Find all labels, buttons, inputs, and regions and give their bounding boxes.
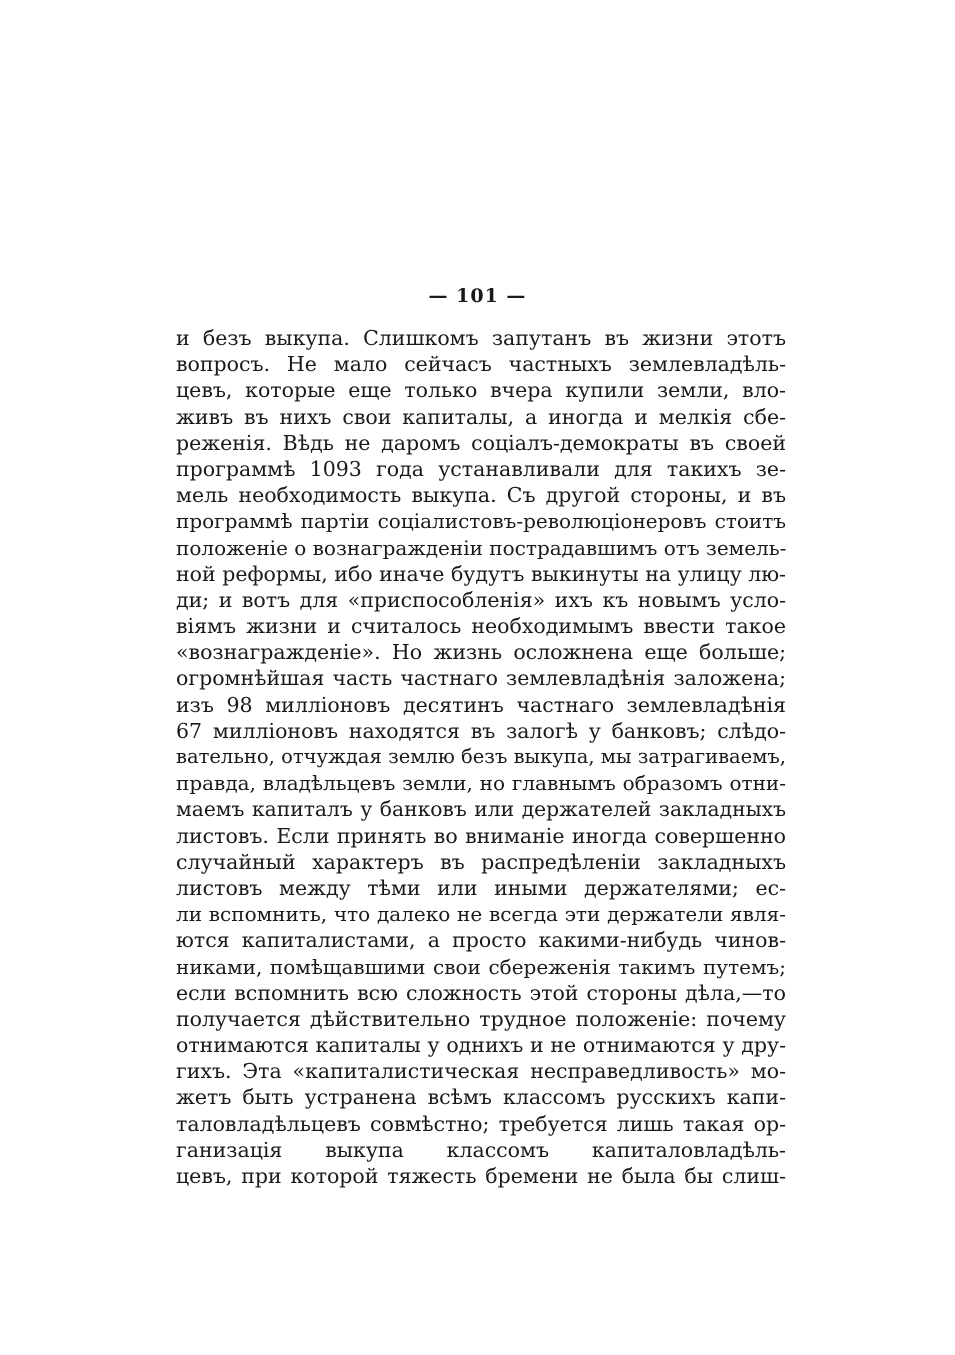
- text-line: таловладѣльцевъ совмѣстно; требуется лишь такая ор-: [176, 1111, 786, 1136]
- text-line: ганизація выкупа классомъ капиталовладѣль-: [176, 1137, 786, 1162]
- text-line: гихъ. Эта «капиталистическая несправедливость» мо-: [176, 1059, 786, 1084]
- text-line: отнимаются капиталы у однихъ и не отнимаются у дру-: [176, 1033, 786, 1058]
- text-line: маемъ капиталъ у банковъ или держателей закладныхъ: [176, 797, 786, 822]
- body-text: [176, 325, 786, 1189]
- text-line: цевъ, при которой тяжесть бремени не была бы слиш-: [176, 1164, 786, 1188]
- text-line: никами, помѣщавшими свои сбереженія такимъ путемъ;: [176, 954, 786, 979]
- page-number: — 101 —: [428, 285, 527, 307]
- text-line: ной реформы, ибо иначе будутъ выкинуты на улицу лю-: [176, 561, 786, 586]
- text-line: ются капиталистами, а просто какими-нибудь чинов-: [176, 928, 786, 953]
- text-line: мель необходимость выкупа. Съ другой стороны, и въ: [176, 483, 786, 508]
- text-line: изъ 98 милліоновъ десятинъ частнаго землевладѣнія: [176, 692, 786, 717]
- text-line: листовъ между тѣми или иными держателями; ес-: [176, 875, 786, 900]
- text-line: программѣ 1093 года устанавливали для такихъ зе-: [176, 456, 786, 481]
- text-line: программѣ партіи соціалистовъ-революціонеровъ стоитъ: [176, 509, 786, 534]
- text-line: огромнѣйшая часть частнаго землевладѣнія заложена;: [176, 666, 786, 691]
- text-line: если вспомнить всю сложность этой стороны дѣла,—то: [176, 980, 786, 1005]
- text-line: «вознагражденіе». Но жизнь осложнена еще больше;: [176, 640, 786, 665]
- text-line: и безъ выкупа. Слишкомъ запутанъ въ жизни этотъ: [176, 326, 786, 350]
- text-line: вательно, отчуждая землю безъ выкупа, мы затрагиваемъ,: [176, 745, 786, 768]
- text-line: ди; и вотъ для «приспособленія» ихъ къ новымъ усло-: [176, 587, 786, 612]
- text-line: положеніе о вознагражденіи пострадавшимъ отъ земель-: [176, 535, 787, 560]
- text-line: ли вспомнить, что далеко не всегда эти держатели явля-: [176, 902, 786, 927]
- text-line: случайный характеръ въ распредѣленіи закладныхъ: [176, 849, 786, 874]
- text-line: правда, владѣльцевъ земли, но главнымъ образомъ отни-: [176, 771, 786, 796]
- text-line: віямъ жизни и считалось необходимымъ ввести такое: [176, 614, 786, 639]
- text-line: реженія. Вѣдь не даромъ соціалъ-демократы въ своей: [176, 430, 786, 455]
- text-line: вопросъ. Не мало сейчасъ частныхъ землевладѣль-: [176, 352, 786, 377]
- text-line: цевъ, которые еще только вчера купили земли, вло-: [176, 378, 786, 403]
- text-line: жетъ быть устранена всѣмъ классомъ русскихъ капи-: [176, 1085, 786, 1110]
- text-line: листовъ. Если принять во вниманіе иногда совершенно: [176, 823, 786, 848]
- text-line: получается дѣйствительно трудное положеніе: почему: [176, 1006, 786, 1031]
- text-line: живъ въ нихъ свои капиталы, а иногда и мелкія сбе-: [176, 404, 786, 429]
- text-line: 67 милліоновъ находятся въ залогѣ у банковъ; слѣдо-: [176, 718, 786, 743]
